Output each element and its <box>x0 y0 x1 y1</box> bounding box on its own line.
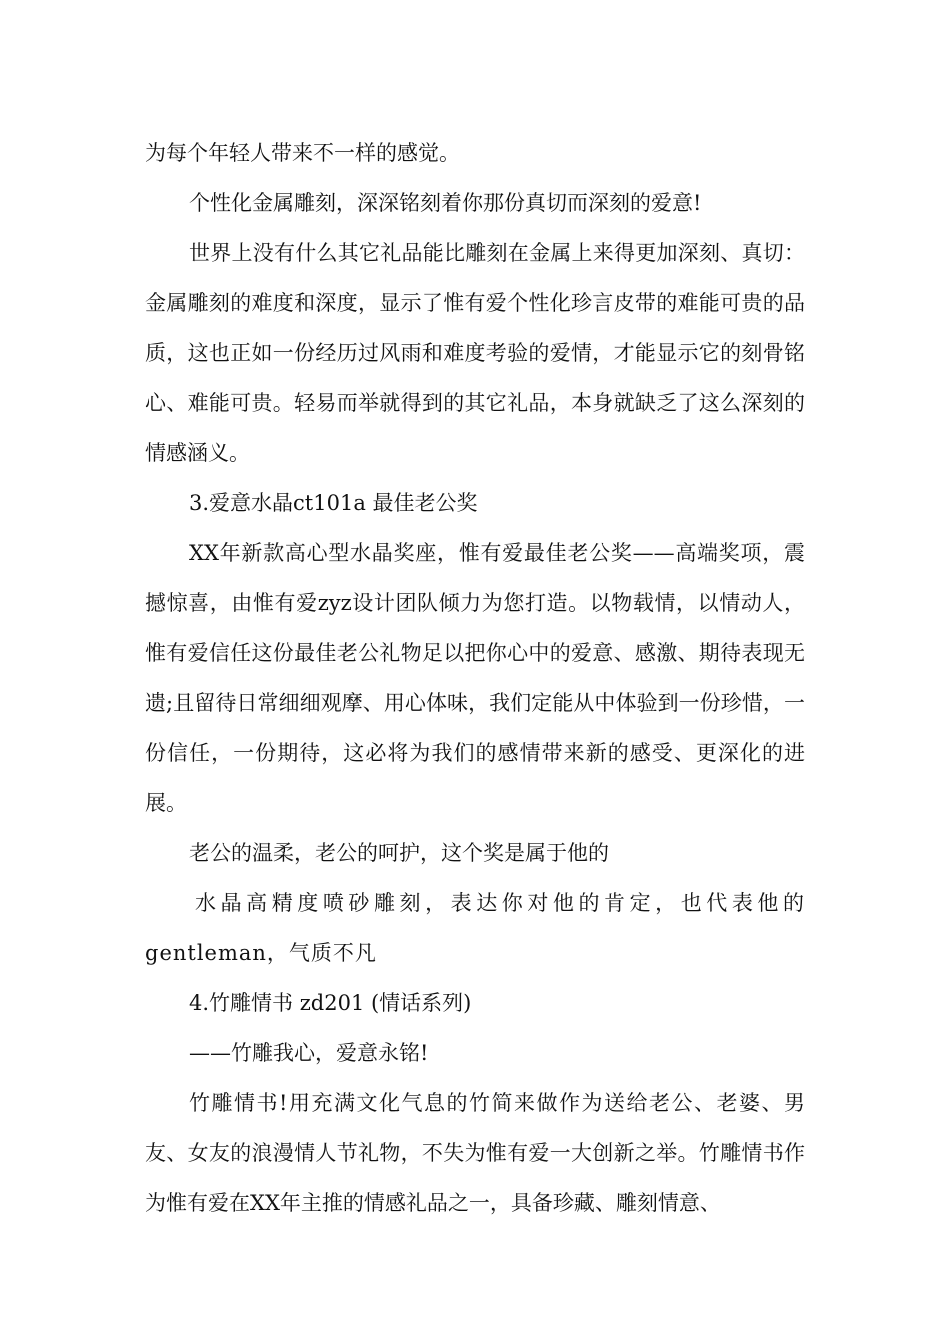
document-body <box>145 128 805 1228</box>
paragraph-crystal-description: XX年新款高心型水晶奖座，惟有爱最佳老公奖——高端奖项，震撼惊喜，由惟有爱zyz设计团队倾力为您打造。以物载情，以情动人，惟有爱信任这份最佳老公礼物足以把你心中的爱意、感激、期待表现无遗;且留待日常细细观摩、用心体味，我们定能从中体验到一份珍惜，一份信任，一份期待，这必将为我们的感情带来新的感受、更深化的进展。 <box>145 541 805 815</box>
paragraph-husband-care: 老公的温柔，老公的呵护，这个奖是属于他的 <box>189 841 609 865</box>
paragraph-engraving-description: 世界上没有什么其它礼品能比雕刻在金属上来得更加深刻、真切：金属雕刻的难度和深度，显示了惟有爱个性化珍言皮带的难能可贵的品质，这也正如一份经历过风雨和难度考验的爱情，才能显示它的刻骨铭心、难能可贵。轻易而举就得到的其它礼品，本身就缺乏了这么深刻的情感涵义。 <box>145 241 805 465</box>
section-heading-bamboo-letter: 4.竹雕情书 zd201 (情话系列) <box>189 991 472 1015</box>
paragraph-engraving-slogan: 个性化金属雕刻，深深铭刻着你那份真切而深刻的爱意! <box>189 191 702 215</box>
paragraph-bamboo-slogan: ——竹雕我心，爱意永铭! <box>189 1041 429 1065</box>
paragraph-continuation: 为每个年轻人带来不一样的感觉。 <box>145 141 460 165</box>
section-heading-crystal-award: 3.爱意水晶ct101a 最佳老公奖 <box>189 491 478 515</box>
paragraph-crystal-engraving: 水晶高精度喷砂雕刻，表达你对他的肯定，也代表他的gentleman，气质不凡 <box>145 891 805 965</box>
paragraph-bamboo-description: 竹雕情书!用充满文化气息的竹简来做作为送给老公、老婆、男友、女友的浪漫情人节礼物，不失为惟有爱一大创新之举。竹雕情书作为惟有爱在XX年主推的情感礼品之一，具备珍藏、雕刻情意、 <box>145 1091 805 1215</box>
